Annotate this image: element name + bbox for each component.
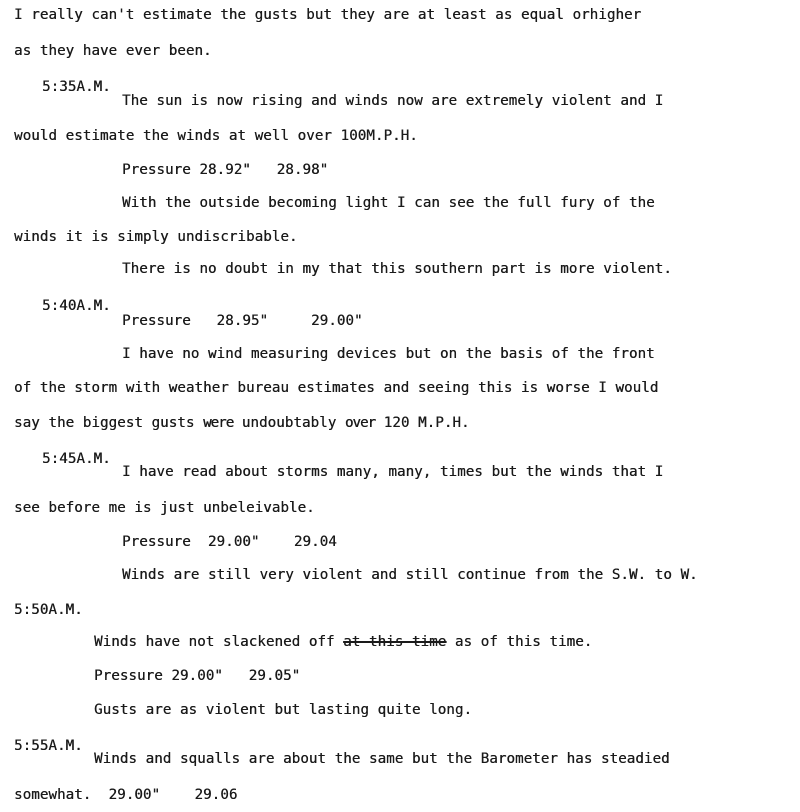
slackened-text-b: as of this time. xyxy=(446,634,593,650)
pressure-reading-3: Pressure 29.00" 29.04 xyxy=(122,534,337,550)
slackened-text-a: Winds have not slackened off xyxy=(94,634,344,650)
text-line-7: There is no doubt in my that this southern part is more violent. xyxy=(122,261,672,277)
pressure-reading-1: Pressure 28.92" 28.98" xyxy=(122,162,329,178)
text-line-14 xyxy=(94,633,592,651)
timestamp-535: 5:35A.M. xyxy=(42,79,111,95)
pressure-value-b: 29.06 xyxy=(194,787,238,803)
text-line-3: The sun is now rising and winds now are extremely violent and I xyxy=(122,93,664,109)
text-line-10 xyxy=(14,414,470,432)
text-line-1: I really can't estimate the gusts but they are at least as equal orhigher xyxy=(14,7,642,23)
timestamp-555: 5:55A.M. xyxy=(14,738,83,754)
overstruck-word-over: over xyxy=(344,415,376,431)
text-line-12: see before me is just unbeleivable. xyxy=(14,500,315,516)
text-line-16: Winds and squalls are about the same but the Barometer has steadied xyxy=(94,751,670,767)
gusts-text-b: undoubtably xyxy=(233,415,345,431)
text-line-2: as they have ever been. xyxy=(14,43,212,59)
text-line-5: With the outside becoming light I can see the full fury of the xyxy=(122,195,655,211)
text-line-17 xyxy=(14,786,237,804)
text-line-8: I have no wind measuring devices but on the basis of the front xyxy=(122,346,655,362)
gusts-text-a: say the biggest gusts xyxy=(14,415,204,431)
text-line-13: Winds are still very violent and still continue from the S.W. to W. xyxy=(122,567,698,583)
text-line-4: would estimate the winds at well over 100M.P.H. xyxy=(14,128,418,144)
text-line-11: I have read about storms many, many, times but the winds that I xyxy=(122,464,664,480)
word-somewhat: somewhat. xyxy=(14,787,92,803)
overstruck-word-were: were xyxy=(203,415,234,431)
text-line-15: Gusts are as violent but lasting quite long. xyxy=(94,702,473,718)
struck-out-text: at this time xyxy=(343,634,447,650)
timestamp-550: 5:50A.M. xyxy=(14,602,83,618)
pressure-reading-4: Pressure 29.00" 29.05" xyxy=(94,668,301,684)
pressure-value-a: 29.00" xyxy=(108,787,161,803)
timestamp-545: 5:45A.M. xyxy=(42,451,111,467)
text-line-9: of the storm with weather bureau estimates and seeing this is worse I would xyxy=(14,380,659,396)
text-line-6: winds it is simply undiscribable. xyxy=(14,229,298,245)
gusts-text-c: 120 M.P.H. xyxy=(375,415,470,431)
timestamp-540: 5:40A.M. xyxy=(42,298,111,314)
pressure-reading-2: Pressure 28.95" 29.00" xyxy=(122,313,363,329)
